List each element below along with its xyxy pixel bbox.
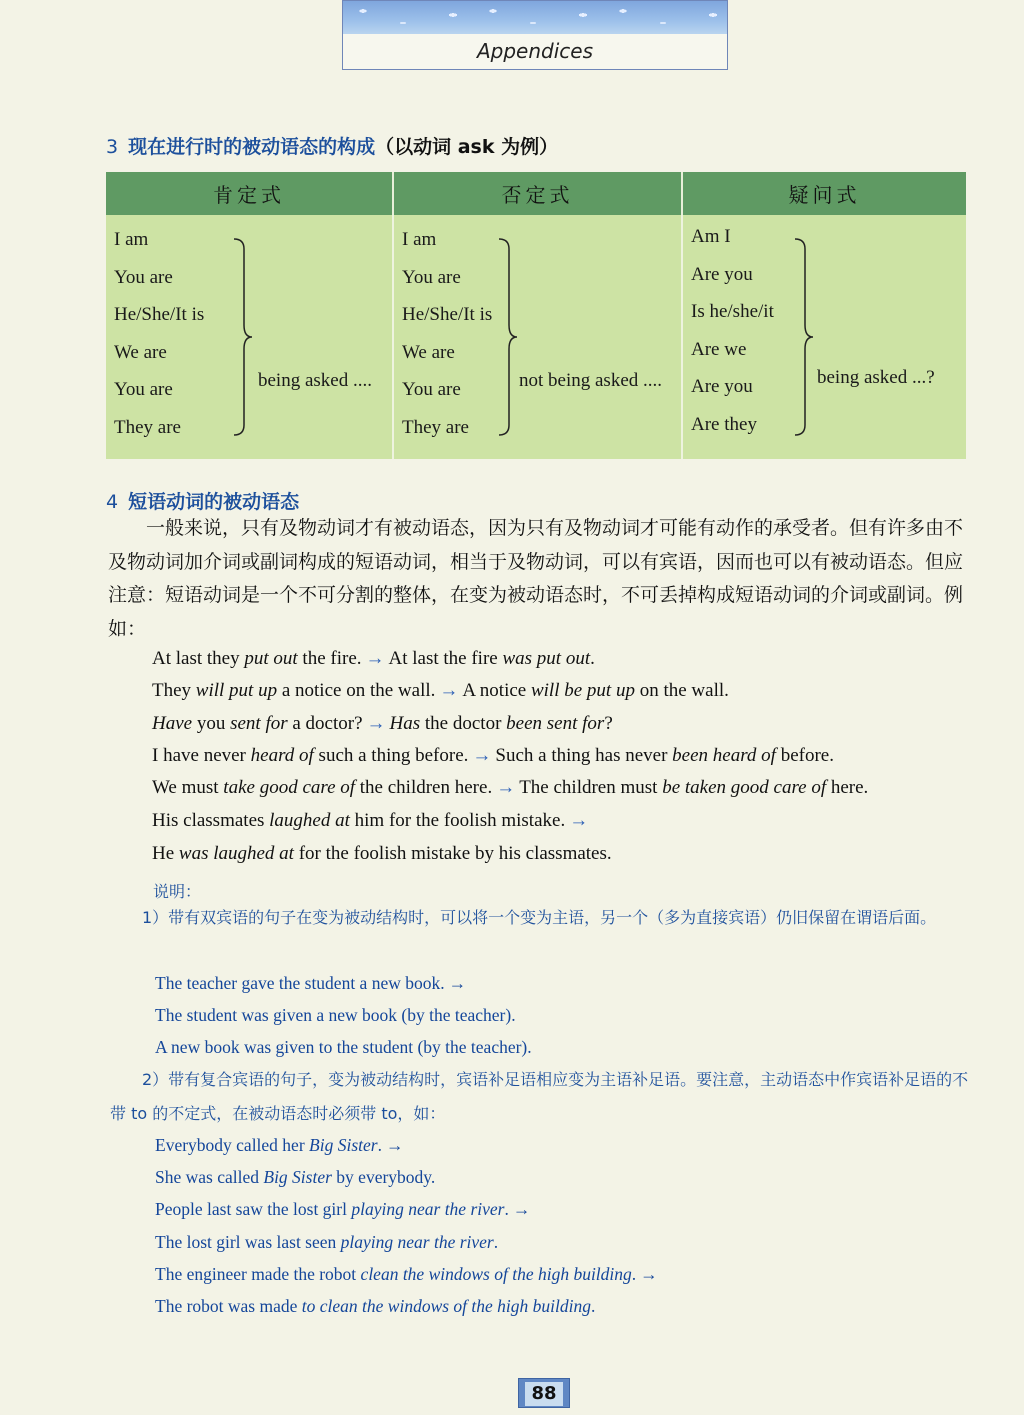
example-line-1: At last they put out the fire. → At last the fire was put out. (152, 648, 595, 669)
subject-item: Am I (691, 226, 731, 247)
affirmative-subjects (114, 229, 204, 455)
subject-item: Are you (691, 376, 753, 398)
subject-item: We are (402, 341, 455, 363)
example-line-6: His classmates laughed at him for the foolish mistake. → (152, 810, 589, 831)
header-decoration (343, 1, 727, 34)
interrogative-subjects (691, 226, 774, 452)
arrow-icon: → (512, 1199, 531, 1219)
header-affirmative: 肯定式 (106, 172, 394, 215)
subject-item: You are (402, 266, 461, 288)
affirmative-column (106, 215, 394, 459)
arrow-icon: → (385, 1135, 404, 1155)
section-4-paragraph: 一般来说，只有及物动词才有被动语态，因为只有及物动词才可能有动作的承受者。但有许多由不及物动词加介词或副词构成的短语动词，相当于及物动词，可以有宾语，因而也可以有被动语态。但应注意：短语动词是一个不可分割的整体，在变为被动语态时，不可丢掉构成短语动词的介词或副词。例如： (108, 517, 964, 640)
note2-example-2: She was called Big Sister by everybody. (155, 1167, 436, 1187)
arrow-icon: → (569, 810, 589, 831)
note-1: 1）带有双宾语的句子在变为被动结构时，可以将一个变为主语，另一个（多为直接宾语）仍旧保留在谓语后面。 (110, 908, 937, 927)
negative-column (394, 215, 683, 459)
subject-item: Are you (691, 263, 753, 285)
subject-item: Are they (691, 413, 757, 435)
subject-item: You are (114, 266, 173, 288)
note1-example-3: A new book was given to the student (by the teacher). (155, 1037, 532, 1057)
header-interrogative: 疑问式 (788, 183, 861, 207)
subject-item: I am (402, 229, 437, 250)
example-line-5: We must take good care of the children here. → The children must be taken good care of here. (152, 777, 869, 798)
note1-example-1: The teacher gave the student a new book. → (155, 973, 467, 993)
example-line-3: Have you sent for a doctor? → Has the doctor been sent for? (152, 713, 613, 734)
negative-verb: not being asked .... (519, 370, 663, 391)
note1-example-2: The student was given a new book (by the teacher). (155, 1005, 516, 1025)
arrow-icon: → (448, 973, 467, 993)
page-number: 88 (518, 1378, 570, 1408)
note2-example-1: Everybody called her Big Sister. → (155, 1135, 404, 1155)
passive-forms-table (106, 172, 966, 459)
example-line-2: They will put up a notice on the wall. → A notice will be put up on the wall. (152, 680, 729, 701)
affirmative-verb: being asked .... (258, 370, 372, 391)
subject-item: He/She/It is (114, 304, 205, 326)
subject-item: You are (402, 379, 461, 401)
arrow-icon: → (496, 777, 516, 798)
subject-item: Is he/she/it (691, 301, 774, 323)
interrogative-verb: being asked ...? (817, 367, 935, 388)
subject-item: Are we (691, 338, 747, 360)
note-2: 2）带有复合宾语的句子，变为被动结构时，宾语补足语相应变为主语补足语。要注意，主动语态中作宾语补足语的不带 to 的不定式，在被动语态时必须带 to，如： (110, 1070, 969, 1123)
example-line-7: He was laughed at for the foolish mistake by his classmates. (152, 843, 612, 864)
note2-example-3: People last saw the lost girl playing near the river. → (155, 1199, 531, 1219)
table-body (106, 215, 966, 459)
subject-item: They are (114, 416, 181, 438)
right-brace-icon (793, 237, 815, 437)
arrow-icon: → (365, 648, 385, 669)
right-brace-icon (497, 237, 519, 437)
appendices-header (342, 0, 728, 70)
table-header (106, 172, 966, 215)
right-brace-icon (232, 237, 254, 437)
note2-example-5: The engineer made the robot clean the windows of the high building. → (155, 1264, 658, 1284)
negative-subjects (402, 229, 492, 455)
subject-item: You are (114, 379, 173, 401)
note2-example-6: The robot was made to clean the windows of the high building. (155, 1296, 596, 1316)
note-label: 说明： (153, 882, 202, 901)
subject-item: We are (114, 341, 167, 363)
subject-item: I am (114, 229, 149, 250)
subject-item: They are (402, 416, 469, 438)
arrow-icon: → (640, 1264, 658, 1284)
example-line-4: I have never heard of such a thing before. → Such a thing has never been heard of before. (152, 745, 834, 766)
note2-example-4: The lost girl was last seen playing near the river. (155, 1232, 499, 1252)
arrow-icon: → (472, 745, 492, 766)
arrow-icon: → (439, 680, 459, 701)
subject-item: He/She/It is (402, 304, 493, 326)
header-negative: 否定式 (394, 172, 683, 215)
arrow-icon: → (366, 713, 386, 734)
section-3-title: 3 现在进行时的被动语态的构成（以动词 ask 为例） (106, 136, 559, 158)
section-4-title: 4 短语动词的被动语态 (106, 491, 300, 513)
header-title: Appendices (476, 39, 594, 63)
interrogative-column (683, 215, 966, 459)
